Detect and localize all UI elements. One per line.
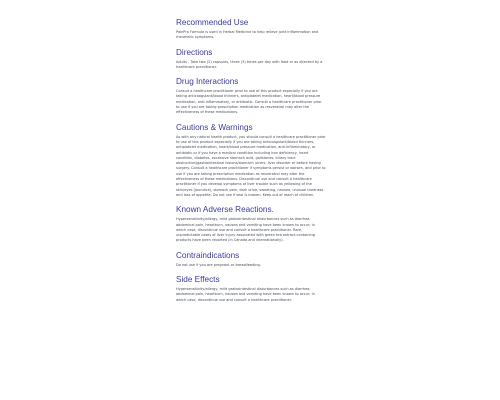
section-known-adverse-reactions <box>176 204 326 243</box>
section-heading: Recommended Use <box>176 18 249 27</box>
section-body: Do not use if you are pregnant or breastfeeding. <box>176 262 261 267</box>
section-body: Consult a healthcare practitioner prior to use of this product especially if you are taking anticoagulant/blood thinners, antiplatelet medication, heart/blood pressure medication, anti-inflammatory, or antibiotic. Consult a healthcare practitioner prior to use if you are taking prescription medication as resveratrol may alter the effectiveness of these medications. <box>176 89 322 115</box>
section-body: PainPro Formula is used in Herbal Medicine to help relieve joint inflammation and rheumatic symptoms. <box>176 30 319 40</box>
product-info-content <box>176 17 326 309</box>
section-recommended-use <box>176 17 326 41</box>
section-contraindications <box>176 250 326 268</box>
section-cautions-warnings <box>176 122 326 199</box>
section-directions <box>176 47 326 71</box>
section-heading: Contraindications <box>176 250 240 260</box>
section-heading: Cautions & Warnings <box>176 122 253 132</box>
section-heading: Drug Interactions <box>176 77 239 87</box>
section-body: Hypersensitivity/allergy, mild gastrointestinal disturbances such as diarrhea, abdominal pain, heartburn, nausea and vomiting have been known to occur; in which case, discontinue use and consult a healthcare practitioner. <box>176 287 315 302</box>
section-body: Adults - Take two (2) capsules, three (3) times per day with food or as directed by a healthcare practitioner. <box>176 59 323 69</box>
section-heading: Known Adverse Reactions. <box>176 205 274 215</box>
section-body: As with any natural health product, you should consult a healthcare practitioner prior to use of this product especially if you are taking anticoagulant/blood thinners, antiplatelet medication, heart/blood pressure medication, anti-inflammatory, or antibiotic or if you have a medical condition including iron deficiency, heart condition, diabetes, excessive stomach acid, gallstones, biliary tract obstruction/gastrointestinal lesions/stomach ulcers, liver disorder or before having surgery. Consult a healthcare practitioner if symptoms persist or worsen, and prior to use if you are taking prescription medication as resveratrol may alter the effectiveness of these medications. Discontinue use and consult a healthcare practitioner if you develop symptoms of liver trouble such as yellowing of the skin/eyes (jaundice), stomach pain, dark urine, sweating, nausea, unusual tiredness and loss of appetite. Do not use if seal is broken. Keep out of reach of children. <box>176 134 326 197</box>
section-heading: Side Effects <box>176 275 220 285</box>
section-side-effects <box>176 274 326 303</box>
section-drug-interactions <box>176 76 326 115</box>
section-heading: Directions <box>176 47 213 57</box>
section-body: Hypersensitivity/allergy, mild gastrointestinal disturbances such as diarrhea, abdominal pain, heartburn, nausea and vomiting have been known to occur; in which case, discontinue use and consult a healthcare practitioner. Rare, unpredictable cases of liver injury associated with green tea extract-containing products have been reported (in Canada and internationally). <box>176 217 315 243</box>
